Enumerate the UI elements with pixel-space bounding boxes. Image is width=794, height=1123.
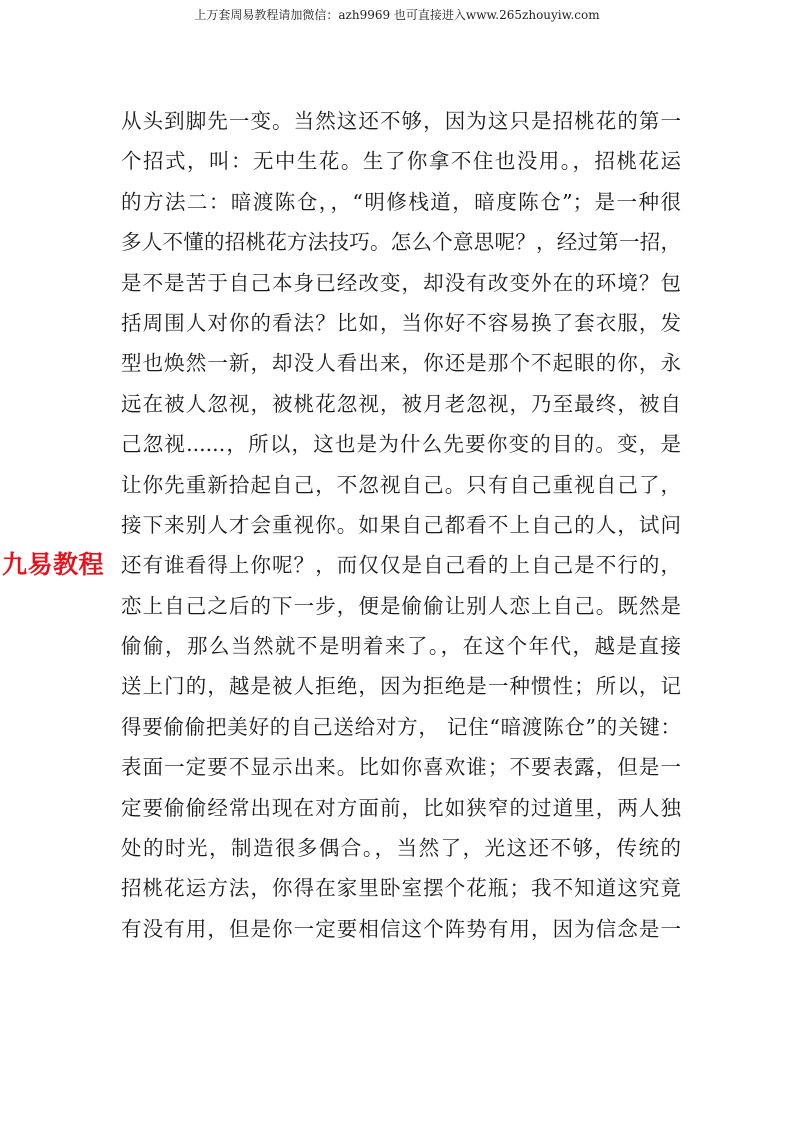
body-line: 括周围人对你的看法？比如，当你好不容易换了套衣服，发 [121, 310, 681, 335]
document-body [121, 101, 681, 949]
body-line: 多人不懂的招桃花方法技巧。怎么个意思呢？，经过第一招， [121, 230, 681, 255]
body-line: 远在被人忽视，被桃花忽视，被月老忽视，乃至最终，被自 [121, 391, 681, 416]
body-line: 个招式，叫：无中生花。生了你拿不住也没用。，招桃花运 [121, 149, 681, 174]
body-line: 处的时光，制造很多偶合。，当然了，光这还不够，传统的 [121, 836, 681, 861]
page-header: 上万套周易教程请加微信：azh9969 也可直接进入www.265zhouyiw.com [194, 8, 600, 22]
body-line: 己忽视......，所以，这也是为什么先要你变的目的。变，是 [121, 432, 681, 457]
body-line: 让你先重新拾起自己，不忽视自己。只有自己重视自己了， [121, 472, 681, 497]
body-line: 偷偷，那么当然就不是明着来了。，在这个年代，越是直接 [121, 634, 681, 659]
body-line: 型也焕然一新，却没人看出来，你还是那个不起眼的你，永 [121, 351, 681, 376]
body-line: 还有谁看得上你呢？，而仅仅是自己看的上自己是不行的， [121, 553, 681, 578]
body-line: 招桃花运方法，你得在家里卧室摆个花瓶；我不知道这究竟 [121, 876, 681, 901]
body-line: 定要偷偷经常出现在对方面前，比如狭窄的过道里，两人独 [121, 795, 681, 820]
body-line: 的方法二：暗渡陈仓，，“明修栈道，暗度陈仓”；是一种很 [121, 189, 681, 214]
body-line: 从头到脚先一变。当然这还不够，因为这只是招桃花的第一 [121, 109, 681, 133]
watermark-logo: 九易教程 [2, 550, 105, 579]
body-line: 是不是苦于自己本身已经改变，却没有改变外在的环境？包 [121, 270, 681, 295]
body-line: 恋上自己之后的下一步，便是偷偷让别人恋上自己。既然是 [121, 593, 681, 618]
body-line: 得要偷偷把美好的自己送给对方， 记住“暗渡陈仓”的关键： [121, 714, 681, 739]
body-line: 表面一定要不显示出来。比如你喜欢谁；不要表露，但是一 [121, 755, 681, 780]
body-line: 接下来别人才会重视你。如果自己都看不上自己的人，试问 [121, 512, 681, 537]
body-line: 送上门的，越是被人拒绝，因为拒绝是一种惯性；所以，记 [121, 674, 681, 699]
body-line: 有没有用，但是你一定要相信这个阵势有用，因为信念是一 [121, 916, 681, 941]
